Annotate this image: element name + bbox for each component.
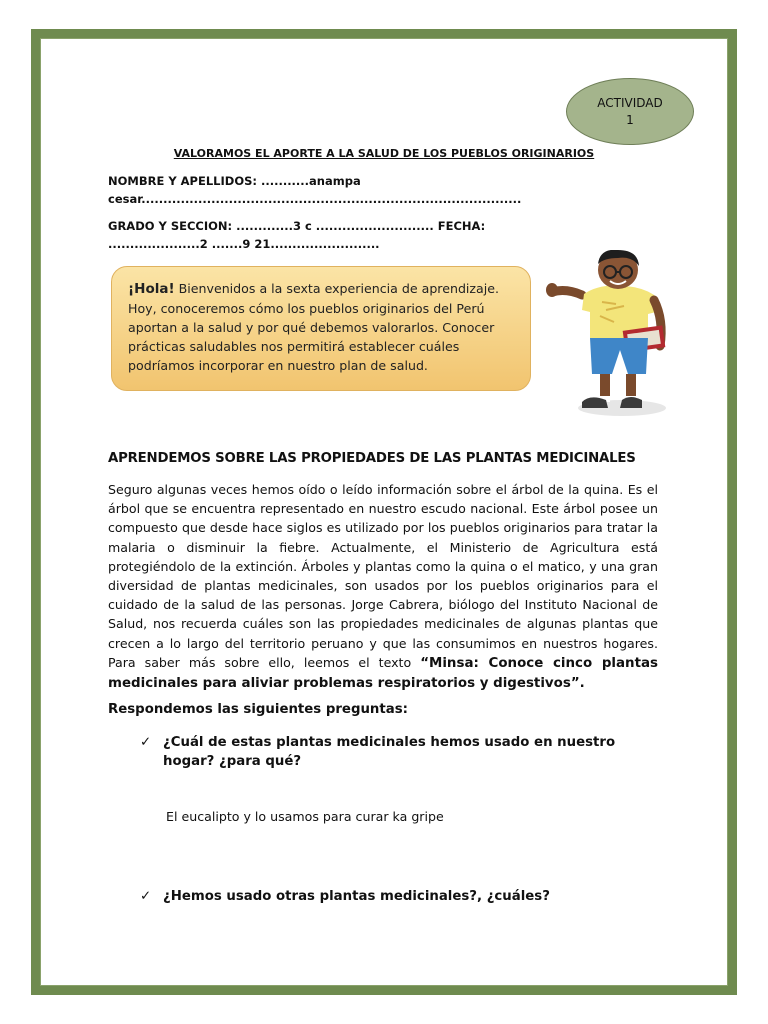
greeting: ¡Hola!: [128, 281, 175, 297]
body-paragraph: [108, 480, 658, 693]
document-title: VALORAMOS EL APORTE A LA SALUD DE LOS PUEBLOS ORIGINARIOS: [173, 147, 595, 160]
checkmark-icon: ✓: [140, 889, 152, 904]
activity-label: ACTIVIDAD: [597, 95, 663, 110]
intro-speech-bubble: [111, 266, 531, 391]
student-illustration: [544, 250, 670, 420]
answer-1: El eucalipto y lo usamos para curar ka gripe: [166, 809, 444, 824]
intro-text: Bienvenidos a la sexta experiencia de aprendizaje. Hoy, conoceremos cómo los pueblos originarios del Perú aportan a la salud y por qué debemos valorarlos. Conocer prácticas saludables nos permitirá establecer cuáles podríamos incorporar en nuestro plan de salud.: [128, 281, 500, 373]
name-field: NOMBRE Y APELLIDOS: ...........anampa cesar.......................................................................................: [108, 174, 522, 206]
reference-title: “Minsa: Conoce cinco plantas medicinales para aliviar problemas respiratorios y digestivos”.: [108, 655, 658, 692]
body-text: Seguro algunas veces hemos oído o leído información sobre el árbol de la quina. Es el árbol que se encuentra representado en nuestro escudo nacional. Este árbol posee un compuesto que desde hace siglos es utilizado por los pueblos originarios para tratar la malaria o disminuir la fiebre. Actualmente, el Ministerio de Agricultura está protegiéndolo de la extinción. Árboles y plantas como la quina o el matico, y una gran diversidad de plantas medicinales, son usados por los pueblos originarios para el cuidado de la salud de las personas. Jorge Cabrera, biólogo del Instituto Nacional de Salud, nos recuerda cuáles son las propiedades medicinales de algunas plantas que crecen a lo largo del territorio peruano y que las consumimos en nuestros hogares. Para saber más sobre ello, leemos el texto: [108, 482, 658, 670]
question-1-text: ¿Cuál de estas plantas medicinales hemos usado en nuestro hogar? ¿para qué?: [163, 735, 616, 769]
grade-date-field: GRADO Y SECCION: .............3 c ........................... FECHA: .....................2 .......9 21.........................: [108, 219, 486, 251]
section-heading: APRENDEMOS SOBRE LAS PROPIEDADES DE LAS PLANTAS MEDICINALES: [108, 451, 636, 466]
activity-badge: [566, 78, 694, 145]
question-1: [140, 733, 640, 771]
questions-heading: Respondemos las siguientes preguntas:: [108, 702, 408, 717]
checkmark-icon: ✓: [140, 735, 152, 750]
activity-number: 1: [626, 112, 634, 127]
question-2: [140, 887, 640, 906]
question-2-text: ¿Hemos usado otras plantas medicinales?, ¿cuáles?: [163, 889, 550, 904]
